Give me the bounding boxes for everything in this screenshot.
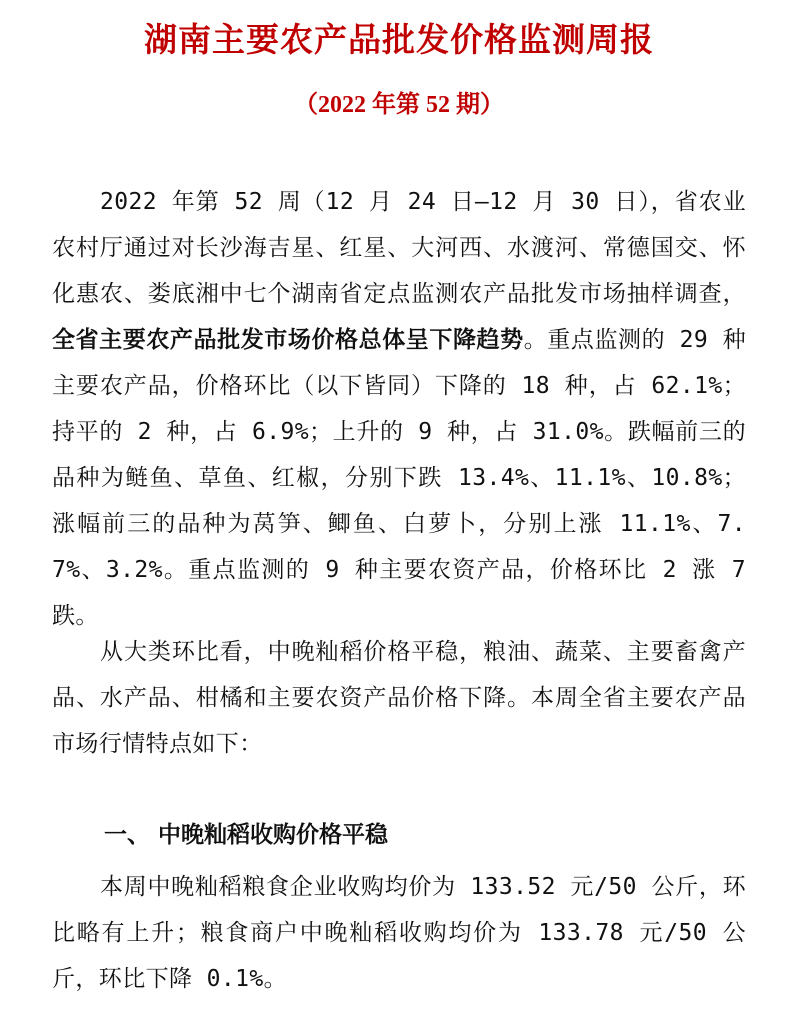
- section-1-paragraph: 本周中晚籼稻粮食企业收购均价为 133.52 元/50 公斤，环比略有上升；粮食商户中晚籼稻收购均价为 133.78 元/50 公斤，环比下降 0.1%。: [52, 874, 746, 992]
- intro-paragraph: [52, 179, 746, 639]
- intro-text-part2: 。重点监测的 29 种主要农产品，价格环比（以下皆同）下降的 18 种，占 62.1%；持平的 2 种，占 6.9%；上升的 9 种，占 31.0%。跌幅前三的品种为鲢鱼、草鱼、红椒，分别下跌 13.4%、11.1%、10.8%；涨幅前三的品种为莴笋、鲫鱼、白萝卜，分别上涨 11.1%、7.7%、3.2%。重点监测的 9 种主要农资产品，价格环比 2 涨 7 跌。: [52, 327, 746, 629]
- category-summary-paragraph: 从大类环比看，中晚籼稻价格平稳，粮油、蔬菜、主要畜禽产品、水产品、柑橘和主要农资产品价格下降。本周全省主要农产品市场行情特点如下：: [52, 639, 746, 757]
- report-title: 湖南主要农产品批发价格监测周报: [144, 20, 654, 59]
- intro-key-finding: 全省主要农产品批发市场价格总体呈下降趋势: [52, 327, 524, 353]
- section-1-heading: 一、 中晚籼稻收购价格平稳: [104, 822, 389, 848]
- intro-text-part1: 2022 年第 52 周（12 月 24 日—12 月 30 日），省农业农村厅通过对长沙海吉星、红星、大河西、水渡河、常德国交、怀化惠农、娄底湘中七个湖南省定点监测农产品批发市场抽样调查，: [52, 189, 746, 307]
- issue-number: （2022 年第 52 期）: [294, 92, 504, 118]
